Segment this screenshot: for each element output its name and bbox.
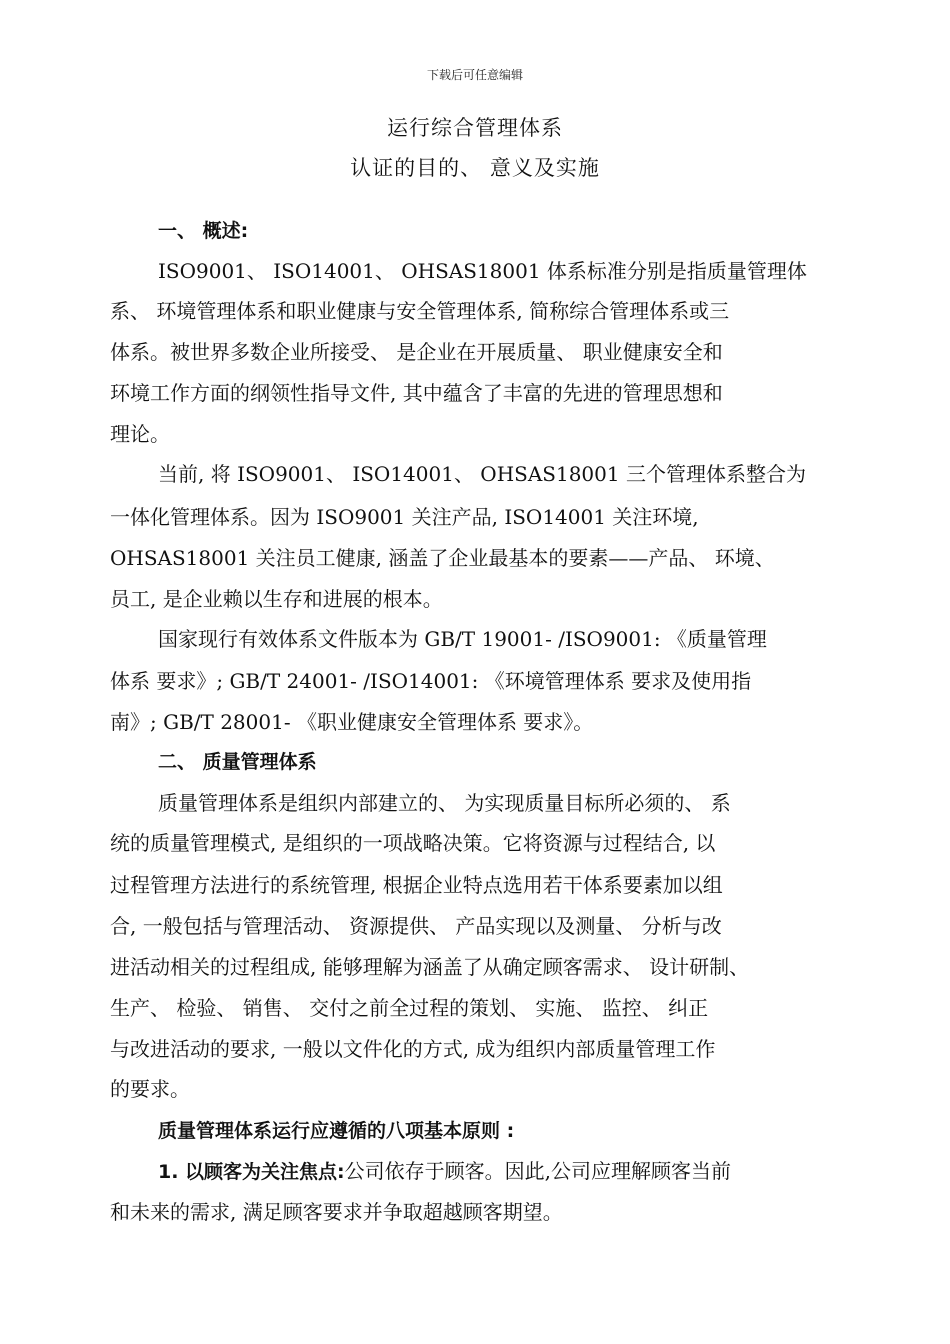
section2-heading: 二、 质量管理体系 xyxy=(158,751,317,773)
section2-p1-line: 统的质量管理模式, 是组织的一项战略决策。它将资源与过程结合, 以 xyxy=(110,831,716,855)
section1-p2-line: 一体化管理体系。因为 ISO9001 关注产品, ISO14001 关注环境, xyxy=(110,505,699,529)
section2-p1-line: 过程管理方法进行的系统管理, 根据企业特点选用若干体系要素加以组 xyxy=(110,873,723,897)
principle-1-label: 1. 以顾客为关注焦点: xyxy=(158,1161,345,1183)
section1-p3-line: 体系 要求》; GB/T 24001- /ISO14001: 《环境管理体系 要求及使用指 xyxy=(110,669,752,693)
section1-p2-line: OHSAS18001 关注员工健康, 涵盖了企业最基本的要素——产品、 环境、 xyxy=(110,546,775,570)
section1-p1-line: 理论。 xyxy=(110,422,170,446)
principle-1-continuation: 和未来的需求, 满足顾客要求并争取超越顾客期望。 xyxy=(110,1200,563,1224)
section2-p1-line: 生产、 检验、 销售、 交付之前全过程的策划、 实施、 监控、 纠正 xyxy=(110,996,709,1020)
section1-heading: 一、 概述: xyxy=(158,220,249,242)
section1-p3-line: 国家现行有效体系文件版本为 GB/T 19001- /ISO9001: 《质量管理 xyxy=(158,627,767,651)
principle-1 xyxy=(158,1158,898,1185)
section2-p1-line: 合, 一般包括与管理活动、 资源提供、 产品实现以及测量、 分析与改 xyxy=(110,914,722,938)
principle-1-text: 公司依存于顾客。因此,公司应理解顾客当前 xyxy=(344,1159,732,1183)
section1-p3-line: 南》; GB/T 28001- 《职业健康安全管理体系 要求》。 xyxy=(110,710,594,734)
section1-p2-line: 当前, 将 ISO9001、 ISO14001、 OHSAS18001 三个管理体系整合为 xyxy=(158,462,806,486)
section1-p1-line: 体系。被世界多数企业所接受、 是企业在开展质量、 职业健康安全和 xyxy=(110,340,723,364)
section2-p1-line: 与改进活动的要求, 一般以文件化的方式, 成为组织内部质量管理工作 xyxy=(110,1037,716,1061)
section1-p2-line: 员工, 是企业赖以生存和进展的根本。 xyxy=(110,587,443,611)
principles-heading: 质量管理体系运行应遵循的八项基本原则 : xyxy=(158,1120,515,1142)
section2-p1-line: 的要求。 xyxy=(110,1077,190,1101)
section1-p1-line: 系、 环境管理体系和职业健康与安全管理体系, 简称综合管理体系或三 xyxy=(110,299,730,323)
document-title-line1: 运行综合管理体系 xyxy=(387,116,563,140)
section2-p1-line: 质量管理体系是组织内部建立的、 为实现质量目标所必须的、 系 xyxy=(158,791,731,815)
document-title-line2: 认证的目的、 意义及实施 xyxy=(350,156,600,180)
section1-p1-line: 环境工作方面的纲领性指导文件, 其中蕴含了丰富的先进的管理思想和 xyxy=(110,381,723,405)
section1-p1-line: ISO9001、 ISO14001、 OHSAS18001 体系标准分别是指质量管理体 xyxy=(158,259,807,283)
section2-p1-line: 进活动相关的过程组成, 能够理解为涵盖了从确定顾客需求、 设计研制、 xyxy=(110,955,750,979)
page-header-note: 下载后可任意编辑 xyxy=(426,68,523,82)
